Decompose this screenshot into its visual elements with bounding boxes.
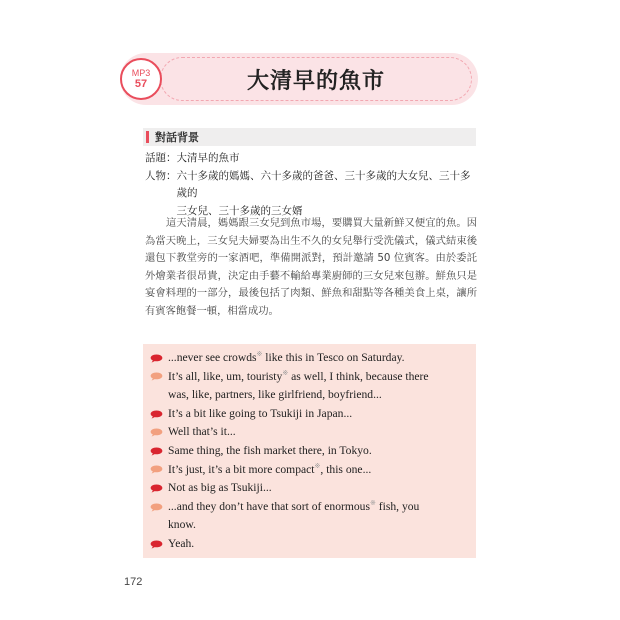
speaker-slot (150, 423, 168, 442)
dialogue-text (168, 405, 470, 424)
mp3-track-number: 57 (134, 77, 148, 90)
speaker-slot (150, 479, 168, 498)
dialogue-text-tail: , this one... (320, 462, 372, 476)
dialogue-text (168, 349, 470, 368)
speaker-slot (150, 498, 168, 517)
speaker-slot (150, 368, 168, 387)
dialogue-line (150, 442, 470, 461)
dialogue-line (150, 368, 470, 387)
dialogue-line (150, 498, 470, 517)
dialogue-text-main: Yeah. (168, 536, 195, 550)
dialogue-text (168, 423, 470, 442)
speech-bubble-red-icon (150, 540, 163, 549)
dialogue-text (168, 479, 470, 498)
vocab-note-mark: ※ (314, 461, 321, 470)
dialogue-text (168, 535, 470, 554)
dialogue-text-main: Not as big as Tsukiji... (168, 481, 272, 495)
speech-bubble-peach-icon (150, 503, 163, 512)
speech-bubble-red-icon (150, 410, 163, 419)
vocab-note-mark: ※ (370, 498, 376, 507)
people-line-1: 六十多歲的媽媽、六十多歲的爸爸、三十多歲的大女兒、三十多歲的 (176, 169, 471, 199)
dialogue-line (150, 405, 470, 424)
dialogue-text-tail: fish, you (375, 499, 420, 513)
section-header (143, 128, 476, 146)
speech-bubble-peach-icon (150, 428, 163, 437)
vocab-note-mark: ※ (256, 350, 263, 359)
dialogue-text-continued: was, like, partners, like girlfriend, boyfriend... (168, 388, 382, 402)
dialogue-lines (150, 349, 470, 554)
title-frame (160, 57, 472, 101)
dialogue-line (150, 535, 470, 554)
mp3-label: MP3 (131, 67, 151, 78)
people-label: 人物： (145, 169, 177, 182)
speech-bubble-peach-icon (150, 465, 163, 474)
dialogue-meta (145, 150, 475, 220)
topic-label: 話題： (145, 152, 177, 164)
dialogue-text-main: ...never see crowds (168, 351, 257, 364)
dialogue-line (150, 423, 470, 442)
dialogue-line (150, 516, 470, 535)
page-number: 172 (124, 576, 143, 588)
speaker-slot (150, 535, 168, 554)
topic-value: 大清早的魚市 (176, 152, 240, 164)
dialogue-text-continued: know. (168, 518, 196, 532)
background-paragraph: 這天清晨，媽媽跟三女兒到魚市場，要購買大量新鮮又便宜的魚。因為當天晚上，三女兒夫婦要為出生不久的女兒舉行受洗儀式，儀式結束後還包下教堂旁的一家酒吧，準備開派對，預計邀請 50 位賓客。由於委託外燴業者很昂貴，決定由手藝不輸給專業廚師的三女兒來包辦。鮮魚只是宴會料理的一部分，最後包括了肉類、鮮魚和甜點等各種美食上桌，讓所有賓客飽餐一頓，相當成功。 (145, 217, 477, 317)
speech-bubble-red-icon (150, 484, 163, 493)
topic-row (145, 150, 475, 168)
dialogue-text-main: Same thing, the fish market there, in Tokyo. (168, 443, 372, 457)
speech-bubble-peach-icon (150, 372, 163, 381)
vocab-note-mark: ※ (282, 368, 289, 377)
dialogue-line (150, 349, 470, 368)
dialogue-text-main: Well that’s it... (168, 425, 236, 439)
page-title: 大清早的魚市 (246, 68, 385, 94)
speaker-slot (150, 516, 168, 535)
speaker-slot (150, 461, 168, 480)
dialogue-text-main: ...and they don’t have that sort of enormous (168, 499, 370, 513)
dialogue-text (168, 386, 470, 405)
dialogue-text (168, 461, 470, 480)
dialogue-text (168, 516, 470, 535)
speaker-slot (150, 442, 168, 461)
speaker-slot (150, 349, 168, 368)
dialogue-text-tail: like this in Tesco on Saturday. (262, 351, 405, 364)
section-heading: 對話背景 (155, 131, 199, 144)
dialogue-line (150, 386, 470, 405)
dialogue-line (150, 461, 470, 480)
people-row (145, 168, 475, 221)
speech-bubble-red-icon (150, 447, 163, 456)
dialogue-text-main: It’s a bit like going to Tsukiji in Japan... (168, 406, 353, 420)
speaker-slot (150, 405, 168, 424)
speech-bubble-red-icon (150, 354, 163, 363)
people-value (177, 168, 476, 221)
people-line-2: 三女兒、三十多歲的三女婿 (176, 204, 303, 217)
dialogue-text-main: It’s just, it’s a bit more compact (168, 462, 315, 476)
dialogue-line (150, 479, 470, 498)
dialogue-text-main: It’s all, like, um, touristy (168, 369, 283, 383)
section-accent-bar (146, 131, 149, 143)
dialogue-text (168, 368, 470, 387)
dialogue-text (168, 442, 470, 461)
dialogue-text-tail: as well, I think, because there (288, 369, 429, 383)
speaker-slot (150, 386, 168, 405)
mp3-track-badge (120, 58, 162, 100)
dialogue-text (168, 498, 470, 517)
